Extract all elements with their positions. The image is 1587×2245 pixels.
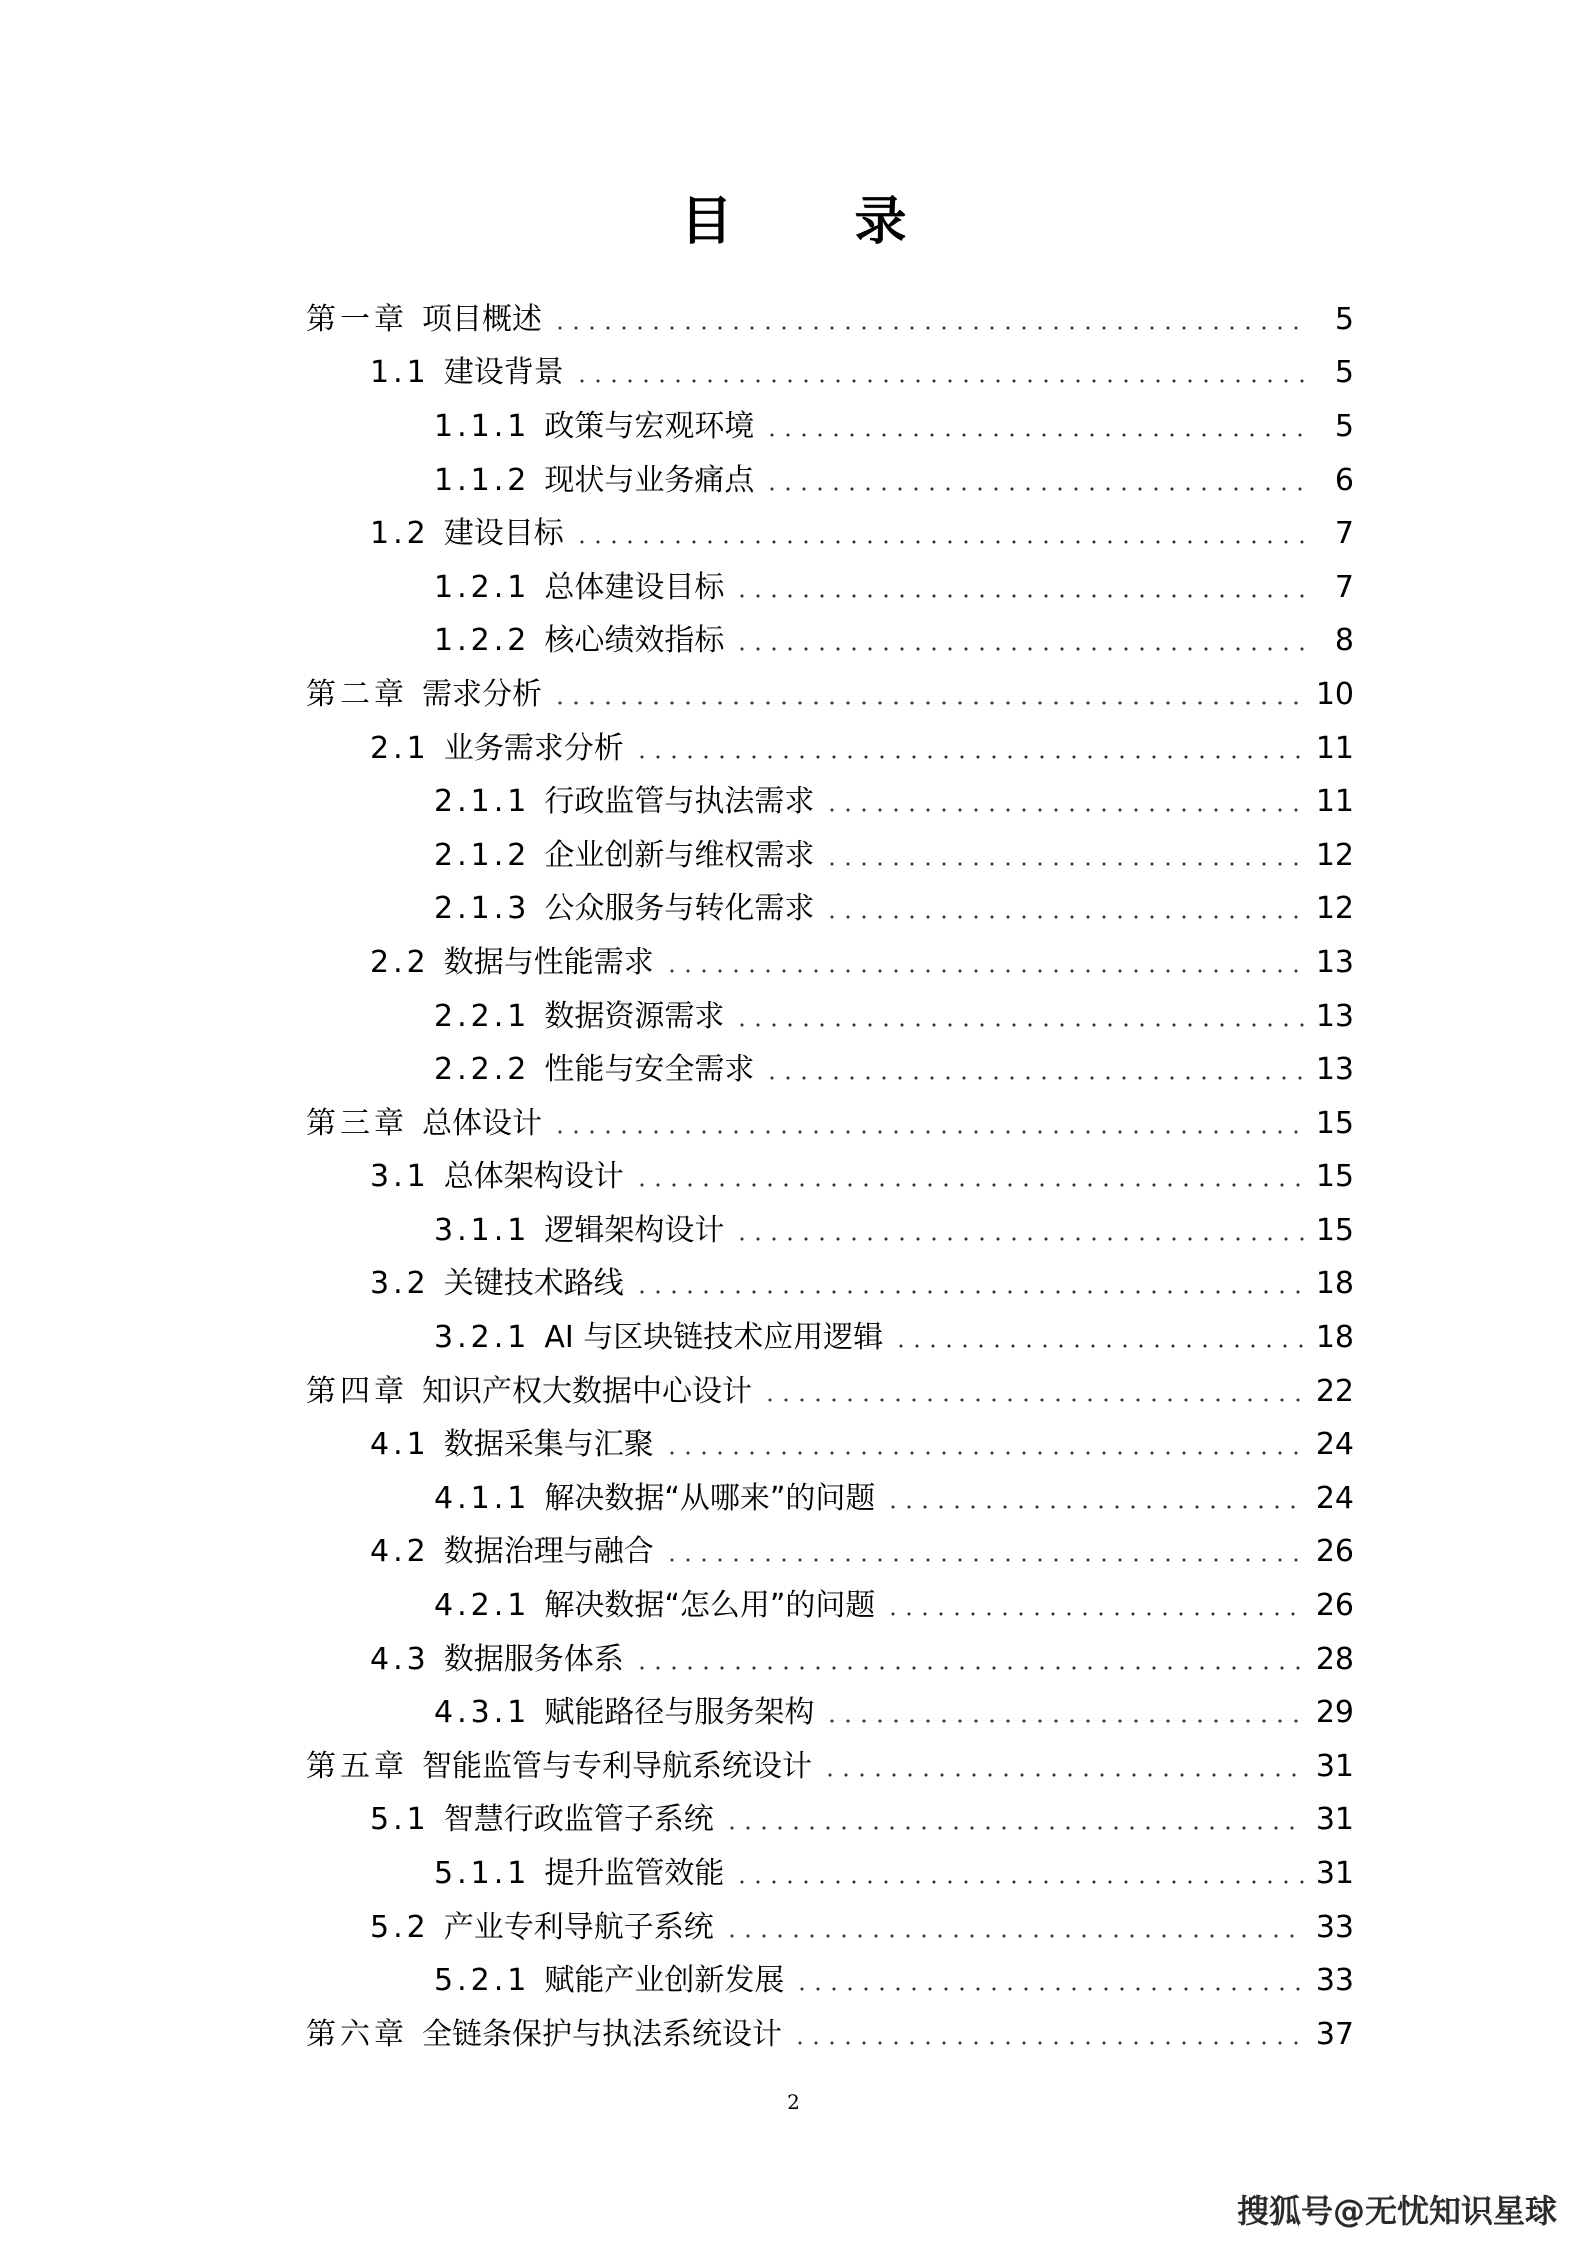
toc-entry-number: 3.2.1: [434, 1320, 531, 1356]
toc-entry[interactable]: [306, 1204, 1354, 1258]
toc-entry-number: 2.1: [370, 730, 430, 766]
dot-leader: [885, 1612, 1305, 1616]
toc-entry-page: 13: [1315, 1052, 1354, 1088]
toc-entry-page: 5: [1334, 408, 1354, 444]
dot-leader: [634, 755, 1306, 759]
toc-entry-page: 5: [1334, 355, 1354, 391]
toc-entry[interactable]: [306, 1686, 1354, 1740]
toc-entry[interactable]: [306, 1954, 1354, 2008]
toc-entry-title: 总体设计: [422, 1105, 542, 1141]
toc-entry-number: 第五章: [306, 1748, 408, 1784]
dot-leader: [824, 862, 1305, 866]
toc-entry[interactable]: [306, 1151, 1354, 1205]
toc-entry-title: 赋能路径与服务架构: [544, 1695, 815, 1731]
toc-entry-title: 总体架构设计: [443, 1159, 624, 1195]
toc-entry-page: 33: [1315, 1909, 1354, 1945]
toc-entry[interactable]: [306, 668, 1354, 722]
toc-entry-page: 15: [1315, 1212, 1354, 1248]
dot-leader: [734, 647, 1308, 651]
dot-leader: [664, 969, 1306, 973]
toc-entry-title: 智慧行政监管子系统: [443, 1802, 714, 1838]
toc-entry-number: 3.1.1: [434, 1212, 531, 1248]
dot-leader: [724, 1826, 1306, 1830]
toc-entry-title: 总体建设目标: [544, 569, 725, 605]
toc-entry-page: 12: [1315, 837, 1354, 873]
dot-leader: [792, 2041, 1306, 2045]
toc-entry[interactable]: [306, 1526, 1354, 1580]
toc-entry-number: 2.1.2: [434, 837, 531, 873]
dot-leader: [764, 433, 1308, 437]
toc-entry-title: 数据资源需求: [544, 998, 725, 1034]
page-number: 2: [787, 2090, 800, 2114]
toc-entry-number: 2.2.1: [434, 998, 531, 1034]
dot-leader: [664, 1451, 1306, 1455]
toc-entry[interactable]: [306, 1097, 1354, 1151]
toc-entry-number: 5.2: [370, 1909, 430, 1945]
toc-entry-title: 关键技术路线: [443, 1266, 624, 1302]
toc-entry[interactable]: [306, 1365, 1354, 1419]
toc-entry[interactable]: [306, 829, 1354, 883]
toc-entry-number: 1.1.1: [434, 408, 531, 444]
toc-entry-page: 26: [1315, 1534, 1354, 1570]
toc-entry[interactable]: [306, 883, 1354, 937]
toc-entry-title: 政策与宏观环境: [544, 408, 755, 444]
toc-entry-page: 15: [1315, 1105, 1354, 1141]
toc-entry-number: 1.2.1: [434, 569, 531, 605]
dot-leader: [764, 1076, 1305, 1080]
toc-entry-title: 数据与性能需求: [443, 944, 654, 980]
toc-entry-page: 11: [1315, 730, 1354, 766]
toc-entry-number: 1.2: [370, 516, 430, 552]
toc-entry[interactable]: [306, 990, 1354, 1044]
toc-entry-title: 赋能产业创新发展: [544, 1963, 785, 1999]
toc-entry-title: 数据采集与汇聚: [443, 1427, 654, 1463]
toc-entry[interactable]: [306, 1258, 1354, 1312]
toc-entry-title: 逻辑架构设计: [544, 1212, 725, 1248]
dot-leader: [885, 1505, 1305, 1509]
toc-entry-number: 第二章: [306, 676, 408, 712]
toc-entry-page: 26: [1315, 1588, 1354, 1624]
toc-entry-title: 需求分析: [422, 676, 542, 712]
toc-entry-page: 10: [1315, 676, 1354, 712]
toc-entry-page: 31: [1315, 1802, 1354, 1838]
dot-leader: [634, 1290, 1306, 1294]
dot-leader: [734, 1237, 1305, 1241]
toc-entry-number: 1.2.2: [434, 623, 531, 659]
toc-entry[interactable]: [306, 454, 1354, 508]
toc-entry[interactable]: [306, 1043, 1354, 1097]
toc-entry-number: 5.1.1: [434, 1856, 531, 1892]
toc-entry-number: 5.1: [370, 1802, 430, 1838]
toc-entry-page: 18: [1315, 1266, 1354, 1302]
toc-entry-title: 公众服务与转化需求: [544, 891, 815, 927]
toc-entry-number: 第三章: [306, 1105, 408, 1141]
dot-leader: [634, 1183, 1306, 1187]
watermark: 搜狐号@无忧知识星球: [1236, 2192, 1557, 2230]
dot-leader: [734, 1880, 1305, 1884]
toc-entry-title: 提升监管效能: [544, 1856, 725, 1892]
toc-entry-page: 15: [1315, 1159, 1354, 1195]
dot-leader: [822, 1773, 1306, 1777]
toc-entry-number: 3.1: [370, 1159, 430, 1195]
toc-entry-title: 数据服务体系: [443, 1641, 624, 1677]
toc-entry[interactable]: [306, 507, 1354, 561]
toc-entry[interactable]: [306, 1740, 1354, 1794]
toc-entry-title: 业务需求分析: [443, 730, 624, 766]
toc-entry-page: 7: [1334, 569, 1354, 605]
toc-entry-number: 4.3.1: [434, 1695, 531, 1731]
toc-entry-page: 8: [1334, 623, 1354, 659]
toc-entry-number: 4.1.1: [434, 1480, 531, 1516]
toc-entry-title: 产业专利导航子系统: [443, 1909, 714, 1945]
toc-entry[interactable]: [306, 775, 1354, 829]
toc-entry[interactable]: [306, 400, 1354, 454]
toc-entry-title: 知识产权大数据中心设计: [422, 1373, 752, 1409]
toc-entry-page: 31: [1315, 1748, 1354, 1784]
toc-entry-title: 项目概述: [422, 301, 542, 337]
toc-entry-page: 37: [1315, 2016, 1354, 2052]
toc-entry-number: 2.2: [370, 944, 430, 980]
toc-entry-title: 性能与安全需求: [544, 1052, 755, 1088]
dot-leader: [794, 1987, 1305, 1991]
dot-leader: [824, 1719, 1305, 1723]
toc-entry-page: 28: [1315, 1641, 1354, 1677]
toc-entry[interactable]: [306, 936, 1354, 990]
toc-entry-page: 11: [1315, 784, 1354, 820]
toc-entry-title: 解决数据“从哪来”的问题: [544, 1480, 876, 1516]
table-of-contents: [306, 293, 1354, 2062]
toc-entry-page: 31: [1315, 1856, 1354, 1892]
toc-entry-title: 智能监管与专利导航系统设计: [422, 1748, 812, 1784]
toc-entry-page: 5: [1334, 301, 1354, 337]
toc-entry[interactable]: [306, 1901, 1354, 1955]
toc-entry[interactable]: [306, 1633, 1354, 1687]
dot-leader: [764, 487, 1308, 491]
toc-entry-number: 3.2: [370, 1266, 430, 1302]
dot-leader: [734, 1023, 1305, 1027]
dot-leader: [574, 540, 1308, 544]
toc-entry-page: 24: [1315, 1480, 1354, 1516]
dot-leader: [824, 915, 1305, 919]
toc-entry-title: 核心绩效指标: [544, 623, 725, 659]
dot-leader: [664, 1558, 1306, 1562]
toc-entry-page: 6: [1334, 462, 1354, 498]
toc-entry-number: 4.3: [370, 1641, 430, 1677]
toc-entry-number: 2.1.1: [434, 784, 531, 820]
toc-entry[interactable]: [306, 615, 1354, 669]
dot-leader: [552, 701, 1306, 705]
page-title: 目 录: [680, 192, 959, 252]
dot-leader: [552, 1130, 1306, 1134]
dot-leader: [762, 1398, 1306, 1402]
toc-entry-number: 1.1.2: [434, 462, 531, 498]
toc-entry[interactable]: [306, 1794, 1354, 1848]
toc-entry[interactable]: [306, 1579, 1354, 1633]
toc-entry-page: 12: [1315, 891, 1354, 927]
toc-entry[interactable]: [306, 722, 1354, 776]
toc-entry[interactable]: [306, 1311, 1354, 1365]
dot-leader: [734, 594, 1308, 598]
toc-entry[interactable]: [306, 1472, 1354, 1526]
toc-entry-title: 现状与业务痛点: [544, 462, 755, 498]
toc-entry-number: 4.2.1: [434, 1588, 531, 1624]
toc-entry-title: 解决数据“怎么用”的问题: [544, 1588, 876, 1624]
toc-entry-page: 22: [1315, 1373, 1354, 1409]
toc-entry-title: 全链条保护与执法系统设计: [422, 2016, 782, 2052]
toc-entry-number: 2.1.3: [434, 891, 531, 927]
dot-leader: [552, 326, 1308, 330]
toc-entry-page: 33: [1315, 1963, 1354, 1999]
toc-entry[interactable]: [306, 293, 1354, 347]
dot-leader: [724, 1934, 1306, 1938]
toc-entry-number: 5.2.1: [434, 1963, 531, 1999]
toc-entry-title: AI 与区块链技术应用逻辑: [544, 1320, 884, 1356]
toc-entry-page: 13: [1315, 998, 1354, 1034]
toc-entry[interactable]: [306, 347, 1354, 401]
toc-entry-title: 建设背景: [443, 355, 564, 391]
toc-entry[interactable]: [306, 1847, 1354, 1901]
toc-entry-number: 1.1: [370, 355, 430, 391]
toc-entry-title: 建设目标: [443, 516, 564, 552]
toc-entry-page: 29: [1315, 1695, 1354, 1731]
toc-entry-number: 4.2: [370, 1534, 430, 1570]
toc-entry-page: 7: [1334, 516, 1354, 552]
dot-leader: [893, 1344, 1306, 1348]
toc-entry-page: 24: [1315, 1427, 1354, 1463]
toc-entry[interactable]: [306, 561, 1354, 615]
toc-entry-number: 第四章: [306, 1373, 408, 1409]
toc-entry[interactable]: [306, 1418, 1354, 1472]
toc-entry-number: 2.2.2: [434, 1052, 531, 1088]
dot-leader: [574, 379, 1308, 383]
toc-entry-title: 行政监管与执法需求: [544, 784, 815, 820]
toc-entry[interactable]: [306, 2008, 1354, 2062]
toc-entry-title: 企业创新与维权需求: [544, 837, 815, 873]
toc-entry-number: 第六章: [306, 2016, 408, 2052]
toc-entry-number: 4.1: [370, 1427, 430, 1463]
toc-entry-page: 18: [1315, 1320, 1354, 1356]
toc-entry-title: 数据治理与融合: [443, 1534, 654, 1570]
dot-leader: [824, 808, 1305, 812]
toc-entry-page: 13: [1315, 944, 1354, 980]
toc-entry-number: 第一章: [306, 301, 408, 337]
dot-leader: [634, 1666, 1306, 1670]
